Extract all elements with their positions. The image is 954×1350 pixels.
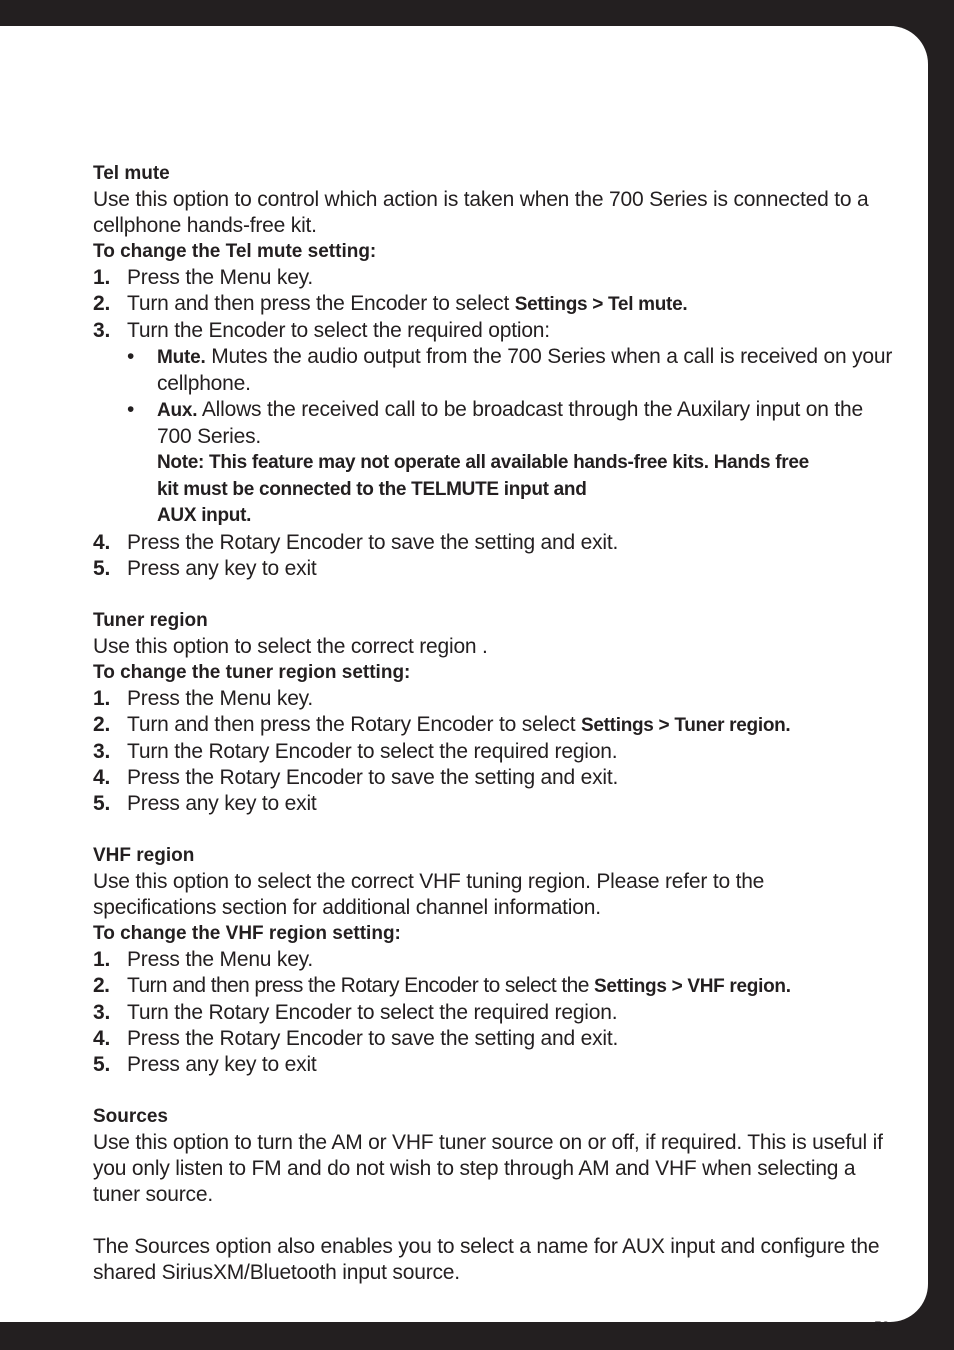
menu-path: Settings > Tuner region. — [581, 714, 791, 736]
section-intro: Use this option to select the correct region . — [93, 634, 488, 658]
procedure-steps — [93, 947, 893, 1078]
step-number: 4. — [93, 1026, 111, 1050]
step-item — [93, 291, 893, 318]
step-text: Press the Menu key. — [127, 266, 314, 289]
step-number: 2. — [93, 973, 110, 997]
note-line: Note: This feature may not operate all available hands-free kits. Hands free — [157, 452, 809, 473]
section-intro: Use this option to select the correct VHF tuning region. Please refer to the specifications section for additional channel information. — [93, 869, 765, 919]
bullet-icon: • — [127, 345, 135, 368]
step-item — [93, 739, 893, 765]
step-number: 3. — [93, 1000, 111, 1024]
section-heading: Tuner region — [93, 609, 208, 631]
note — [157, 450, 893, 530]
procedure-heading: To change the tuner region setting: — [93, 661, 411, 683]
page-content — [93, 161, 893, 1286]
section-sources — [93, 1104, 893, 1286]
step-item — [93, 791, 893, 817]
step-text: Press the Menu key. — [127, 947, 314, 971]
step-text: Press the Rotary Encoder to save the setting and exit. — [127, 530, 619, 554]
step-number: 2. — [93, 712, 111, 736]
section-tuner-region — [93, 608, 893, 817]
section-intro: Use this option to control which action is taken when the 700 Series is connected to a cellphone hands-free kit. — [93, 188, 869, 237]
step-text: Turn and then press the Rotary Encoder to select — [127, 712, 582, 736]
step-number: 3. — [93, 319, 111, 342]
step-item — [93, 686, 893, 712]
section-heading: Tel mute — [93, 163, 170, 184]
step-text: Press any key to exit — [127, 1052, 317, 1076]
option-label: Aux. — [157, 400, 198, 421]
section-heading: VHF region — [93, 844, 195, 866]
step-text: Turn and then press the Rotary Encoder to select the — [127, 973, 595, 997]
step-number: 5. — [93, 556, 111, 580]
procedure-steps — [93, 686, 893, 817]
section-vhf-region — [93, 843, 893, 1078]
section-tel-mute — [93, 161, 893, 582]
option-label: Mute. — [157, 347, 206, 368]
step-number: 3. — [93, 739, 111, 763]
option-list — [127, 344, 893, 530]
procedure-heading: To change the Tel mute setting: — [93, 241, 377, 262]
note-line: kit must be connected to the TELMUTE input and — [157, 478, 587, 500]
menu-path: Settings > VHF region. — [594, 975, 791, 997]
step-text: Press the Rotary Encoder to save the setting and exit. — [127, 765, 619, 789]
bullet-icon: • — [127, 398, 135, 421]
step-text: Turn the Encoder to select the required option: — [127, 319, 550, 342]
step-number: 2. — [93, 292, 111, 315]
step-item — [93, 712, 893, 739]
step-item — [93, 556, 893, 582]
section-heading: Sources — [93, 1105, 168, 1127]
step-text: Turn the Rotary Encoder to select the required region. — [127, 1000, 618, 1024]
procedure-steps — [93, 265, 893, 582]
menu-path: Settings > Tel mute. — [514, 294, 688, 315]
step-number: 4. — [93, 530, 111, 554]
body-paragraph: Use this option to turn the AM or VHF tuner source on or off, if required. This is useful if you only listen to FM and do not wish to step through AM and VHF when selecting a tuner source. — [93, 1130, 883, 1206]
step-number: 5. — [93, 791, 111, 815]
option-text: Allows the received call to be broadcast through the Auxilary input on the 700 Series. — [157, 398, 863, 448]
step-item — [93, 973, 893, 1000]
step-text: Press the Menu key. — [127, 686, 314, 710]
step-item — [93, 530, 893, 556]
step-item — [93, 1052, 893, 1078]
procedure-heading: To change the VHF region setting: — [93, 922, 401, 944]
note-line: AUX input. — [157, 505, 252, 526]
step-text: Turn the Rotary Encoder to select the required region. — [127, 739, 618, 763]
step-number: 5. — [93, 1052, 111, 1076]
step-number: 4. — [93, 765, 111, 789]
step-text: Press any key to exit — [127, 791, 317, 815]
body-paragraph: The Sources option also enables you to select a name for AUX input and configure the shared SiriusXM/Bluetooth input source. — [93, 1234, 880, 1284]
step-text: Press the Rotary Encoder to save the setting and exit. — [127, 1026, 619, 1050]
step-text: Turn and then press the Encoder to select — [127, 292, 515, 315]
step-number: 1. — [93, 686, 111, 710]
step-item — [93, 1026, 893, 1052]
step-item — [93, 947, 893, 973]
step-item — [93, 265, 893, 291]
step-item — [93, 318, 893, 530]
step-item — [93, 1000, 893, 1026]
page-number: 52 — [874, 1318, 890, 1334]
step-number: 1. — [93, 266, 111, 289]
option-text: Mutes the audio output from the 700 Series when a call is received on your cellphone. — [157, 345, 893, 395]
manual-page — [0, 26, 928, 1334]
step-number: 1. — [93, 947, 111, 971]
option-item-mute — [127, 344, 893, 397]
step-text: Press any key to exit — [127, 556, 317, 580]
option-item-aux — [127, 397, 893, 530]
step-item — [93, 765, 893, 791]
